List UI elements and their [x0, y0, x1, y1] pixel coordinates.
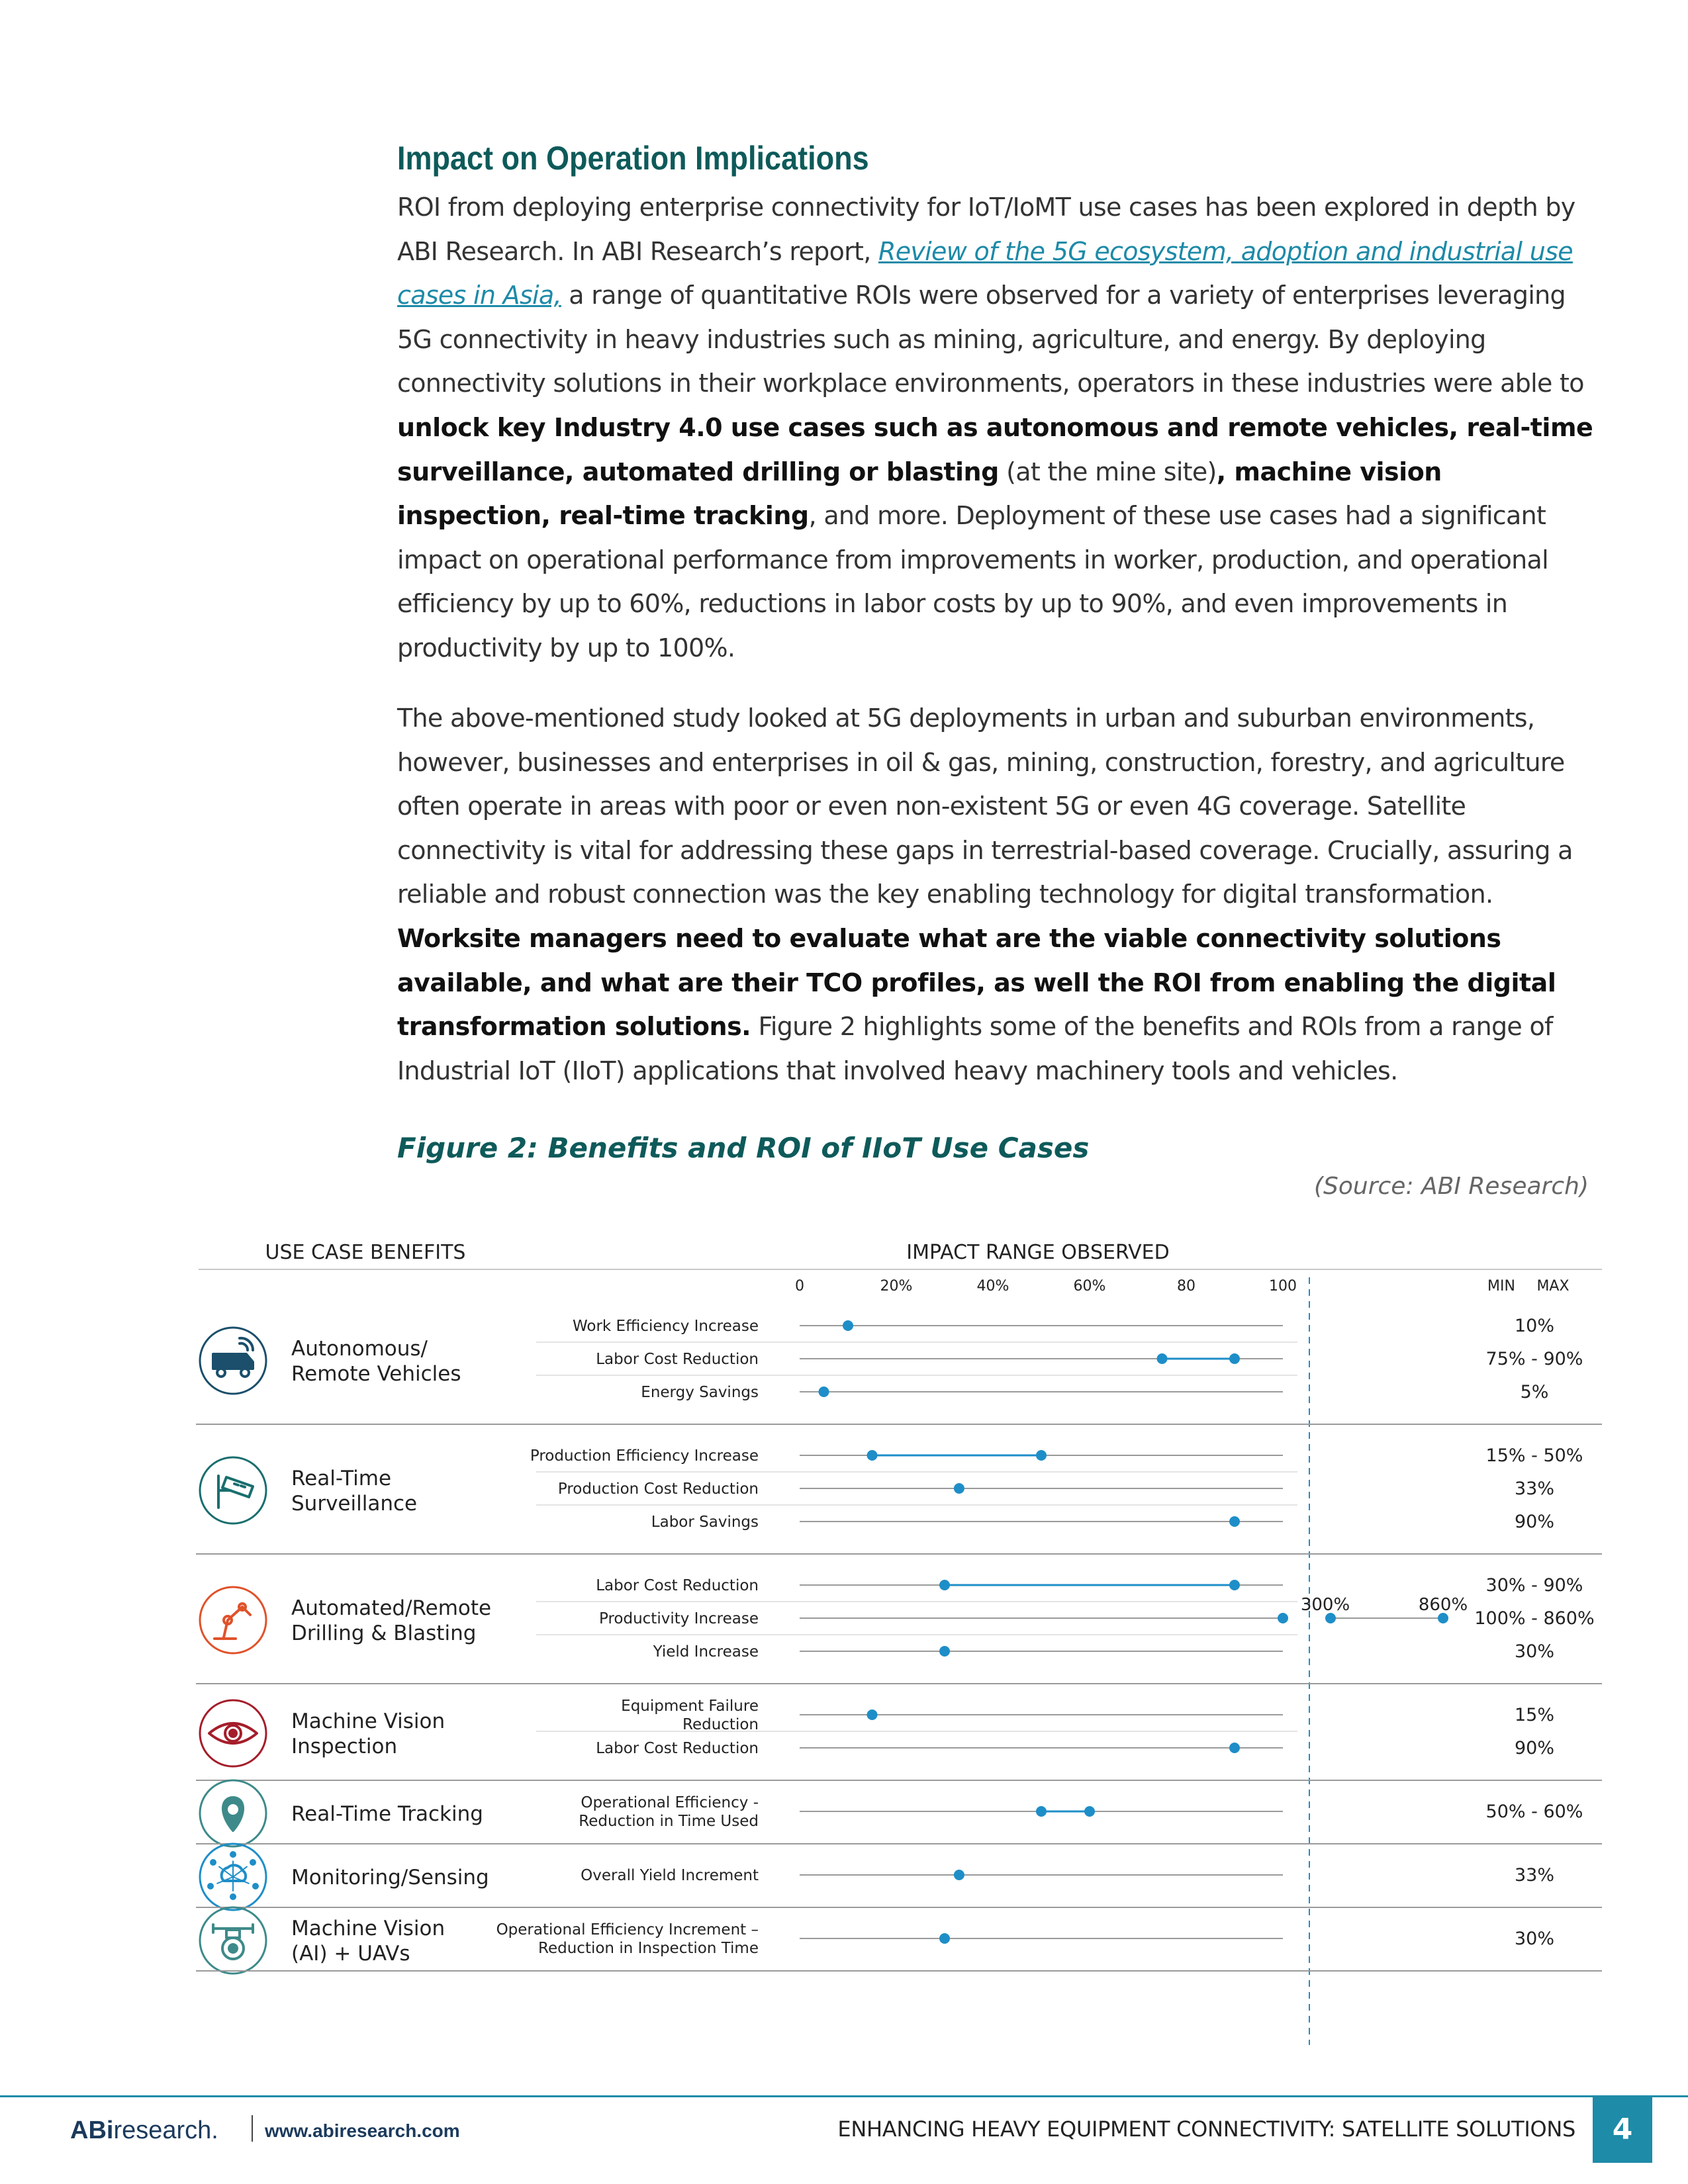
use-case-name: Real-Time Tracking — [291, 1802, 483, 1826]
value-dot — [1229, 1580, 1240, 1590]
value-dot — [867, 1709, 878, 1720]
benefit-label: Overall Yield Increment — [581, 1867, 759, 1884]
extended-value-label: 300% — [1300, 1595, 1350, 1615]
eye-icon — [209, 1723, 257, 1743]
use-case-name: Autonomous/ — [291, 1337, 428, 1361]
use-case-name: Automated/Remote — [291, 1596, 492, 1620]
report-link[interactable]: Review of the 5G ecosystem, adoption and industrial use cases in Asia, — [397, 236, 1573, 310]
value-dot — [939, 1933, 950, 1944]
range-value: 100% - 860% — [1474, 1608, 1595, 1629]
footer-url[interactable]: www.abiresearch.com — [265, 2120, 460, 2141]
value-dot — [819, 1387, 829, 1397]
footer-title: ENHANCING HEAVY EQUIPMENT CONNECTIVITY: SATELLITE SOLUTIONS — [837, 2116, 1575, 2142]
value-dot — [939, 1646, 950, 1657]
tick-label: 0 — [795, 1278, 804, 1295]
para1-bold-1: unlock key Industry 4.0 use cases such as autonomous and remote vehicles, real-time surveillance, automated drilling or blasting — [397, 412, 1593, 486]
value-dot — [867, 1450, 878, 1461]
benefit-label: Yield Increase — [653, 1643, 759, 1661]
col-header-benefits: USE CASE BENEFITS — [265, 1241, 466, 1264]
col-header-impact: IMPACT RANGE OBSERVED — [906, 1241, 1170, 1264]
range-value: 90% — [1514, 1738, 1555, 1758]
page-number: 4 — [1593, 2097, 1652, 2163]
value-dot — [1229, 1353, 1240, 1364]
logo-abi: ABi — [70, 2116, 114, 2144]
benefit-label: Labor Savings — [651, 1514, 759, 1531]
footer-separator — [252, 2115, 253, 2142]
para2-text-1: The above-mentioned study looked at 5G deployments in urban and suburban environments, however, businesses and enterprises in oil & gas, mining, construction, forestry, and agriculture often operate in areas with poor or even non-existent 5G or even 4G coverage. Satellite connectivity is vital for addressing these gaps in terrestrial-based coverage. Crucially, assuring a reliable and robust connection was the key enabling technology for digital transformation. — [397, 704, 1573, 909]
use-case-name: Monitoring/Sensing — [291, 1866, 489, 1889]
use-case-name: Surveillance — [291, 1492, 418, 1516]
footer-divider — [0, 2095, 1688, 2097]
benefit-label: Labor Cost Reduction — [596, 1740, 759, 1757]
extended-value-label: 860% — [1418, 1595, 1468, 1615]
tick-label: 60% — [1073, 1278, 1106, 1295]
para2-bold-1: Worksite managers need to evaluate what are the viable connectivity solutions available, and what are their TCO profiles, as well the ROI from enabling the digital transformation solutions. — [397, 923, 1556, 1042]
para1-text-1: ROI from deploying enterprise connectivity for IoT/IoMT use cases has been explored in depth by ABI Research. In ABI Research’s report, — [397, 193, 1575, 266]
value-dot — [1036, 1806, 1047, 1817]
figure-source: (Source: ABI Research) — [1313, 1173, 1589, 1200]
range-value: 15% - 50% — [1485, 1445, 1583, 1466]
truck-icon — [213, 1338, 253, 1377]
tick-label: 80 — [1177, 1278, 1196, 1295]
section-heading: Impact on Operation Implications — [397, 140, 869, 177]
value-dot — [843, 1320, 853, 1331]
use-case-name: Inspection — [291, 1735, 398, 1758]
value-dot — [1036, 1450, 1047, 1461]
robotic-arm-icon — [214, 1604, 250, 1639]
value-dot — [939, 1580, 950, 1590]
value-dot — [954, 1870, 964, 1880]
range-value: 15% — [1514, 1705, 1555, 1725]
use-case-name: Machine Vision — [291, 1709, 445, 1733]
para1-text-4: , and more. Deployment of these use cases had a significant impact on operational performance from improvements in worker, production, and operational efficiency by up to 60%, reductions in labor costs by up to 90%, and even improvements in productivity by up to 100%. — [397, 501, 1548, 662]
benefit-label: Work Efficiency Increase — [573, 1318, 759, 1335]
benefit-label: Operational Efficiency - — [581, 1794, 759, 1811]
benefit-label: Labor Cost Reduction — [596, 1351, 759, 1368]
para2-text-2: Figure 2 highlights some of the benefits and ROIs from a range of Industrial IoT (IIoT) applications that involved heavy machinery tools and vehicles. — [397, 1012, 1553, 1085]
range-value: 30% — [1514, 1929, 1555, 1949]
benefit-label: Labor Cost Reduction — [596, 1577, 759, 1594]
use-case-name: Remote Vehicles — [291, 1362, 461, 1386]
logo-research: research. — [113, 2116, 218, 2144]
cctv-camera-icon — [218, 1476, 253, 1508]
range-value: 75% - 90% — [1485, 1349, 1583, 1369]
use-case-name: Machine Vision — [291, 1917, 445, 1940]
tick-label: 20% — [880, 1278, 913, 1295]
benefit-label: Production Cost Reduction — [557, 1480, 759, 1498]
benefit-label: Reduction in Time Used — [579, 1813, 759, 1830]
use-case-name: (AI) + UAVs — [291, 1942, 410, 1966]
benefit-label: Productivity Increase — [599, 1610, 759, 1627]
value-dot — [1229, 1516, 1240, 1527]
drone-icon — [213, 1925, 253, 1959]
benefit-label: Energy Savings — [641, 1384, 759, 1401]
tick-label: 100 — [1269, 1278, 1297, 1295]
min-header: MIN — [1487, 1278, 1515, 1295]
value-dot — [954, 1483, 964, 1494]
range-value: 90% — [1514, 1512, 1555, 1532]
para1-text-2: a range of quantitative ROIs were observed for a variety of enterprises leveraging 5G connectivity in heavy industries such as mining, agriculture, and energy. By deploying connectivity solutions in their workplace environments, operators in these industries were able to — [397, 281, 1584, 398]
value-dot — [1278, 1613, 1288, 1623]
range-value: 10% — [1514, 1316, 1555, 1336]
benefit-label: Reduction in Inspection Time — [538, 1940, 759, 1957]
range-value: 33% — [1514, 1479, 1555, 1499]
drone-icon-ring — [200, 1907, 266, 1974]
range-value: 50% - 60% — [1485, 1801, 1583, 1822]
para1-bold-2: , machine vision inspection, real-time tracking — [397, 457, 1442, 531]
benefit-label: Reduction — [682, 1716, 759, 1733]
location-pin-icon — [223, 1797, 243, 1831]
use-case-name: Drilling & Blasting — [291, 1621, 477, 1645]
range-value: 30% - 90% — [1485, 1575, 1583, 1596]
benefit-label: Equipment Failure — [621, 1698, 759, 1715]
abi-logo — [70, 2116, 218, 2145]
range-value: 5% — [1520, 1382, 1549, 1402]
use-case-name: Real-Time — [291, 1467, 392, 1490]
tick-label: 40% — [976, 1278, 1009, 1295]
range-value: 33% — [1514, 1865, 1555, 1886]
value-dot — [1084, 1806, 1095, 1817]
value-dot — [1157, 1353, 1168, 1364]
sensor-network-icon — [209, 1852, 258, 1899]
figure-title: Figure 2: Benefits and ROI of IIoT Use Cases — [397, 1132, 1090, 1164]
value-dot — [1229, 1743, 1240, 1753]
benefit-label: Operational Efficiency Increment – — [496, 1921, 759, 1938]
benefit-label: Production Efficiency Increase — [530, 1447, 759, 1465]
para1-text-3: (at the mine site) — [998, 457, 1217, 486]
range-value: 30% — [1514, 1641, 1555, 1662]
max-header: MAX — [1536, 1278, 1570, 1295]
